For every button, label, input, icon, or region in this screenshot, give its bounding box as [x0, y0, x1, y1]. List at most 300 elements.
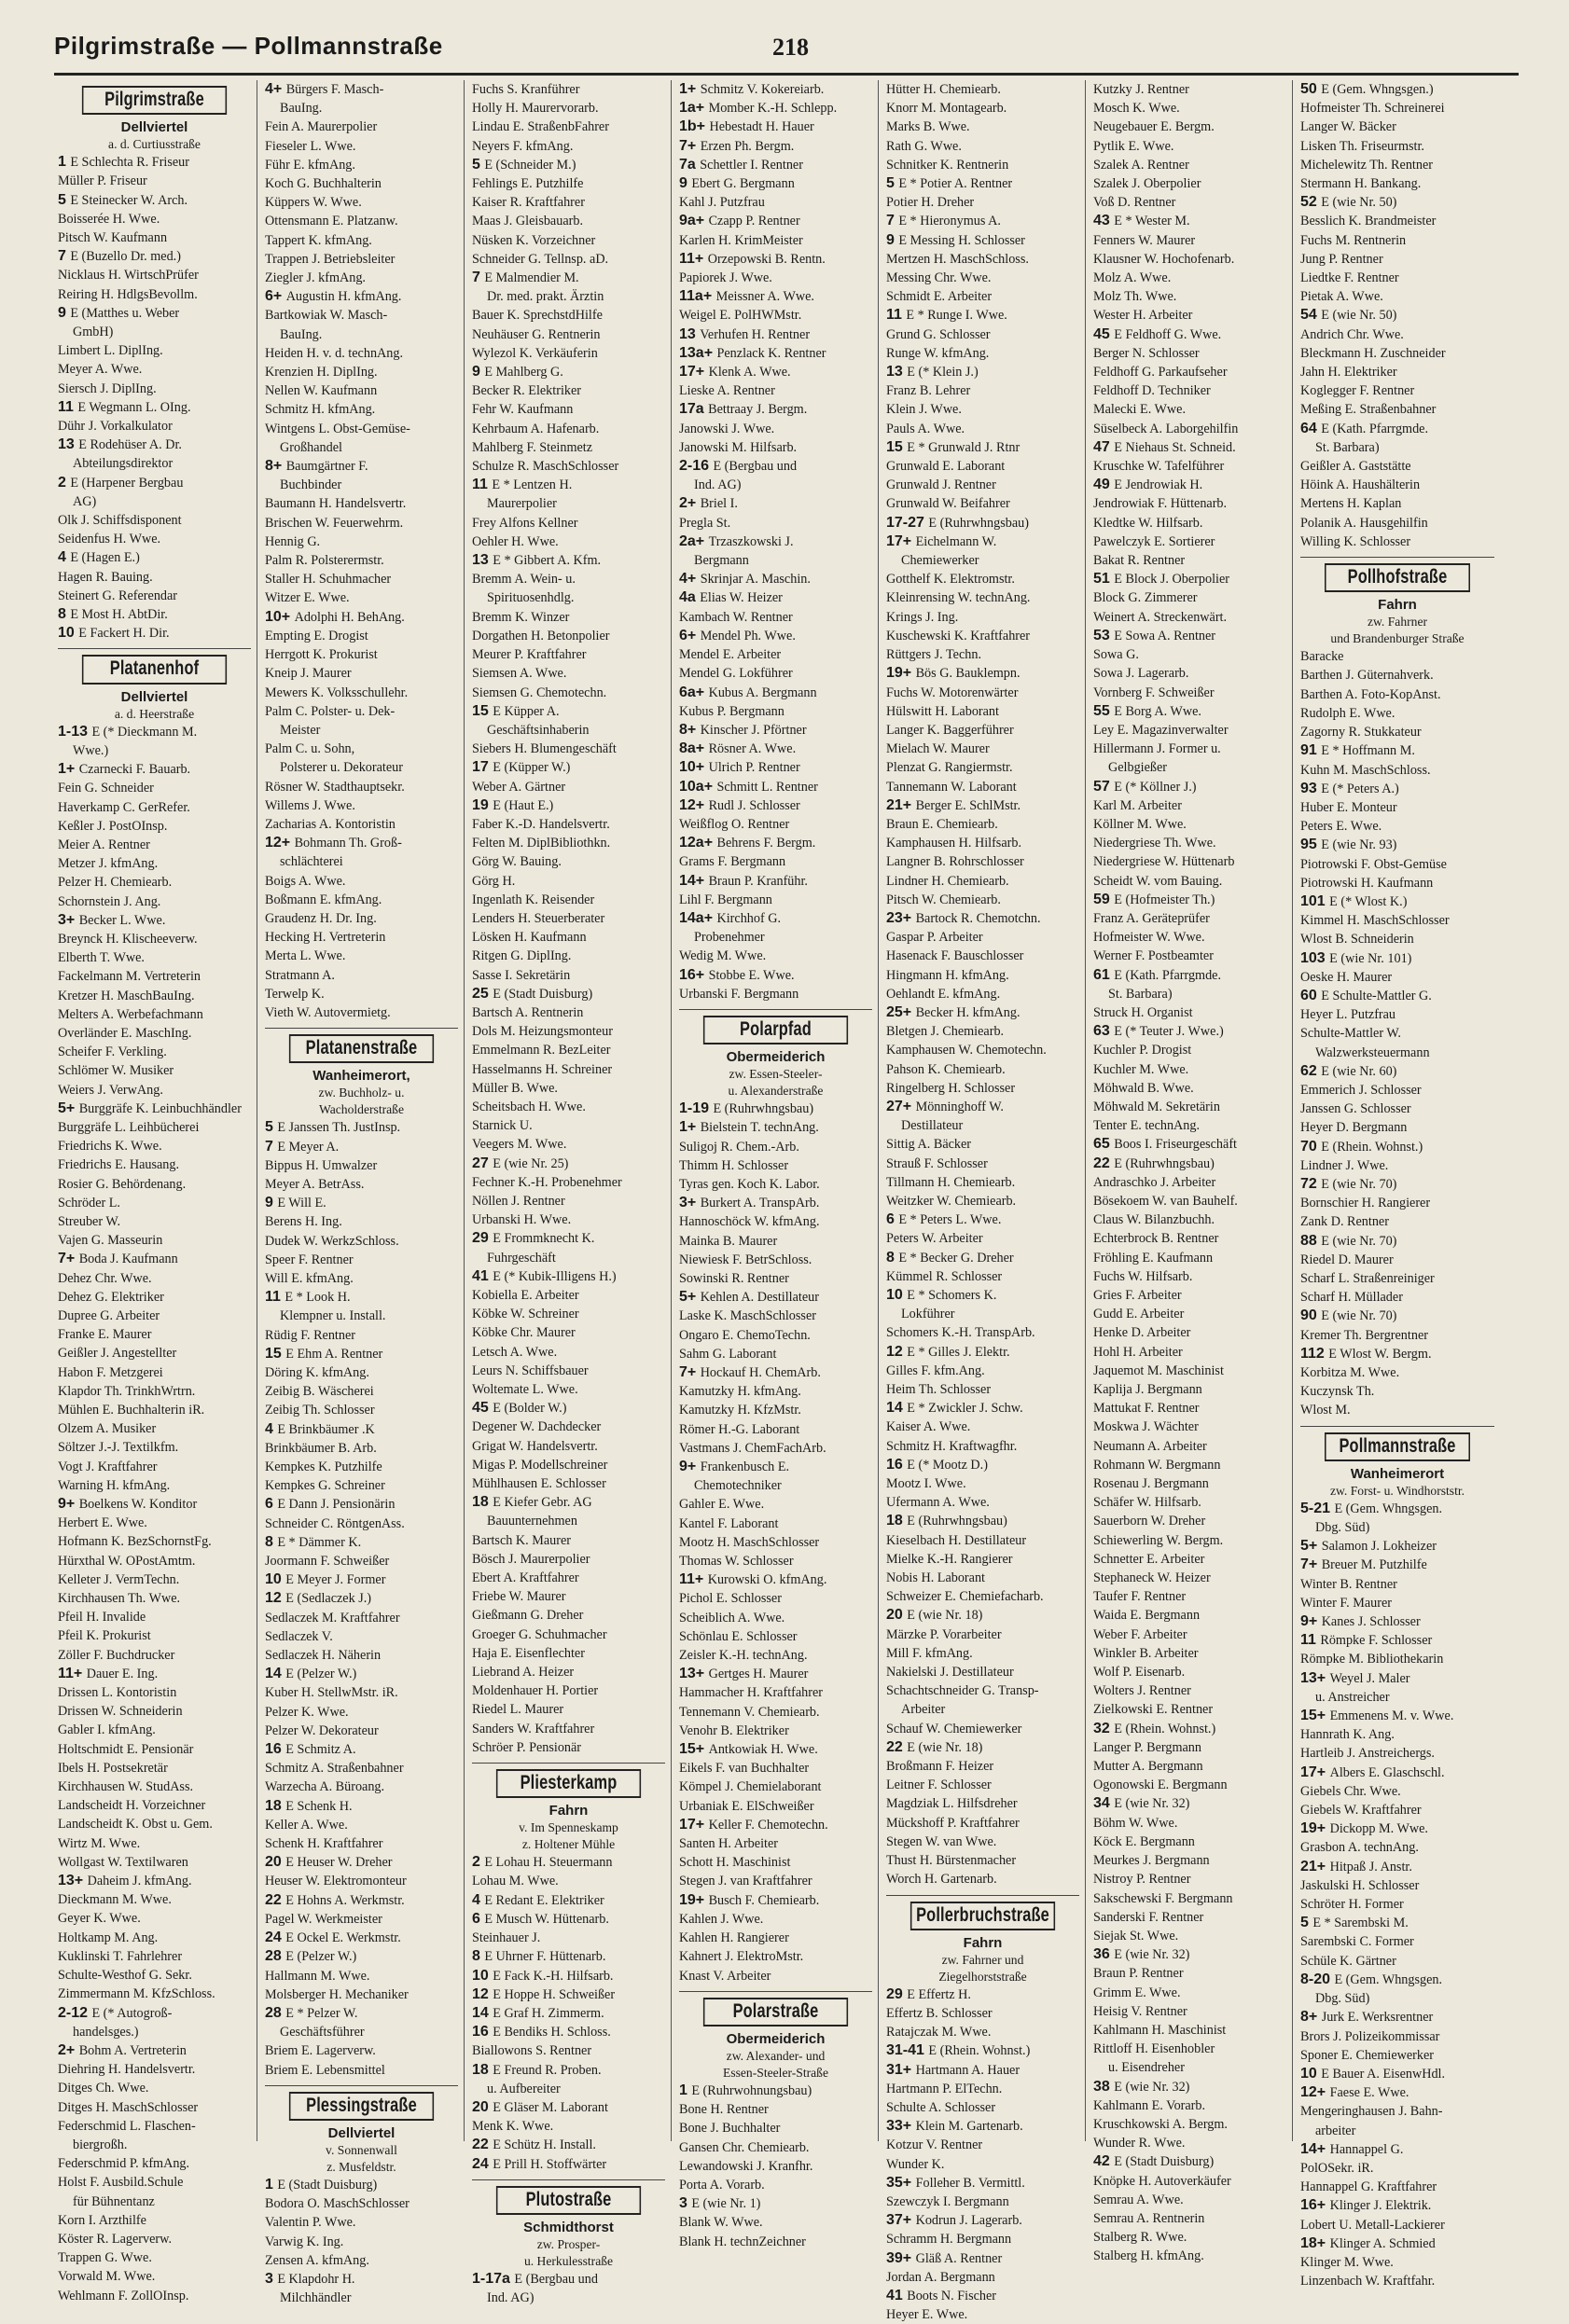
entry-text: E (wie Nr. 93) — [1321, 837, 1397, 853]
house-number: 2a+ — [679, 533, 709, 549]
resident-entry — [472, 1644, 665, 1663]
entry-text: Hingmann H. kfmAng. — [886, 967, 1009, 983]
district-name: Dellviertel — [327, 2124, 396, 2141]
resident-entry — [265, 156, 458, 174]
entry-text: Holst F. Ausbild.Schule — [58, 2175, 184, 2191]
section-divider — [472, 1763, 665, 1764]
resident-entry — [472, 193, 665, 212]
entry-text: Mertzen H. MaschSchloss. — [886, 251, 1029, 267]
resident-entry — [1300, 2065, 1494, 2083]
entry-continuation: schlächterei — [280, 854, 343, 870]
resident-entry — [1093, 438, 1286, 457]
resident-entry — [886, 1720, 1079, 1738]
entry-text: Hofmeister W. Wwe. — [1093, 930, 1205, 946]
resident-entry — [886, 570, 1079, 588]
resident-entry — [1093, 1776, 1286, 1794]
resident-entry — [1300, 1307, 1494, 1325]
resident-entry — [265, 1778, 458, 1796]
resident-entry — [679, 1212, 872, 1231]
resident-entry — [1300, 344, 1494, 363]
entry-text: E Hohns A. Werkmstr. — [285, 1892, 405, 1908]
entry-text: Weber F. Arbeiter — [1093, 1626, 1187, 1642]
entry-text: Menk K. Wwe. — [472, 2119, 554, 2135]
resident-entry — [1300, 1062, 1494, 1081]
entry-text: Feldhoff D. Techniker — [1093, 383, 1211, 399]
resident-entry — [679, 231, 872, 250]
street-heading: Platanenhof — [82, 655, 227, 684]
entry-text: Fröhling E. Kaufmann — [1093, 1250, 1214, 1266]
entry-text: Heisig V. Rentner — [1093, 2003, 1187, 2019]
resident-entry — [1300, 1556, 1494, 1574]
entry-text: E (Pelzer W.) — [285, 1667, 357, 1682]
resident-entry — [58, 1024, 251, 1043]
entry-text: Wolters J. Rentner — [1093, 1683, 1191, 1699]
entry-text: Urbanski F. Bergmann — [679, 986, 799, 1002]
entry-text: E Block J. Oberpolier — [1114, 572, 1229, 588]
resident-entry — [1093, 1380, 1286, 1399]
house-number: 9 — [58, 304, 71, 321]
resident-entry — [472, 1362, 665, 1380]
resident-entry — [679, 306, 872, 325]
resident-entry — [58, 191, 251, 210]
house-number: 12+ — [265, 835, 295, 851]
entry-text: E (wie Nr. 50) — [1321, 195, 1397, 211]
resident-entry — [679, 1967, 872, 1985]
entry-text: Rüdig F. Rentner — [265, 1327, 355, 1343]
entry-text: Jaskulski H. Schlosser — [1300, 1877, 1420, 1893]
house-number: 14 — [265, 1666, 286, 1682]
resident-entry — [472, 1456, 665, 1474]
resident-entry — [1300, 1232, 1494, 1251]
house-number: 65 — [1093, 1136, 1115, 1153]
resident-entry — [58, 798, 251, 817]
entry-text: Empting E. Drogist — [265, 628, 368, 643]
entry-text: E Meyer J. Former — [285, 1572, 386, 1588]
entry-text: Vieth W. Autovermietg. — [265, 1004, 391, 1020]
entry-text: Kneip J. Maurer — [265, 666, 352, 682]
entry-text: E (Matthes u. Weber — [70, 305, 180, 321]
resident-entry — [265, 588, 458, 607]
resident-entry — [58, 605, 251, 624]
entry-text: Piotrowski F. Obst-Gemüse — [1300, 856, 1447, 872]
entry-text: E (* Dieckmann M. — [91, 724, 198, 740]
resident-entry — [58, 153, 251, 172]
entry-text: Landscheidt H. Vorzeichner — [58, 1798, 206, 1814]
house-number: 8a+ — [679, 740, 709, 757]
resident-entry — [1093, 1814, 1286, 1833]
entry-text: Warzecha A. Büroang. — [265, 1779, 385, 1795]
entry-text: Koch G. Buchhalterin — [265, 176, 382, 192]
entry-text: Pelzer W. Dekorateur — [265, 1722, 379, 1738]
entry-continuation: BauIng. — [280, 326, 323, 342]
entry-text: Bohmann Th. Groß- — [294, 836, 402, 851]
resident-entry — [58, 836, 251, 854]
resident-entry — [886, 947, 1079, 965]
house-number: 8+ — [679, 721, 701, 738]
resident-entry — [1300, 137, 1494, 156]
resident-entry — [679, 947, 872, 965]
resident-entry — [886, 193, 1079, 212]
house-number: 12+ — [679, 796, 709, 813]
entry-text: E (Ruhrwohnungsbau) — [691, 2082, 812, 2098]
entry-text: Molz Th. Wwe. — [1093, 289, 1177, 305]
entry-text: E (Rhein. Wohnst.) — [928, 2043, 1031, 2059]
entry-text: Sedlaczek V. — [265, 1628, 333, 1644]
resident-entry — [58, 568, 251, 587]
entry-text: Degener W. Dachdecker — [472, 1419, 602, 1435]
entry-text: Eichelmann W. — [915, 533, 997, 549]
resident-entry — [1093, 815, 1286, 834]
house-number: 25+ — [886, 1003, 916, 1020]
resident-entry — [472, 684, 665, 702]
entry-text: Kuhn M. MaschSchloss. — [1300, 762, 1431, 778]
entry-text: Lisken Th. Friseurmstr. — [1300, 138, 1424, 154]
resident-entry — [472, 400, 665, 419]
resident-entry — [1300, 704, 1494, 723]
entry-text: Kamphausen H. Hilfsarb. — [886, 836, 1021, 851]
entry-text: Kahlmann E. Vorarb. — [1093, 2097, 1206, 2113]
resident-entry — [886, 1155, 1079, 1173]
resident-entry — [265, 381, 458, 400]
entry-text: Mutter A. Bergmann — [1093, 1759, 1203, 1775]
entry-text: Ratajczak M. Wwe. — [886, 2025, 992, 2040]
entry-text: Letsch A. Wwe. — [472, 1344, 558, 1360]
entry-text: Grunwald E. Laborant — [886, 459, 1006, 475]
resident-entry — [58, 930, 251, 948]
section-divider — [679, 1991, 872, 1992]
entry-text: Kretzer H. MaschBauIng. — [58, 988, 195, 1003]
house-number: 3+ — [58, 911, 79, 928]
resident-entry — [472, 1474, 665, 1493]
resident-entry — [886, 118, 1079, 136]
house-number: 27+ — [886, 1098, 916, 1114]
house-number: 1b+ — [679, 118, 710, 135]
entry-continuation: Großhandel — [280, 439, 342, 455]
resident-entry — [58, 2154, 251, 2173]
entry-text: Mertens H. Kaplan — [1300, 496, 1402, 512]
resident-entry — [265, 1420, 458, 1439]
resident-entry — [1093, 702, 1286, 721]
resident-entry — [472, 1323, 665, 1342]
resident-entry — [472, 1399, 665, 1418]
house-number: 6 — [472, 1910, 485, 1927]
house-number: 3 — [679, 2195, 692, 2212]
resident-entry — [265, 1759, 458, 1778]
section-divider — [265, 2085, 458, 2086]
resident-entry — [1300, 2046, 1494, 2065]
house-number: 18 — [472, 2061, 493, 2078]
resident-entry — [886, 1985, 1079, 2004]
entry-text: E (Buzello Dr. med.) — [70, 249, 181, 265]
house-number: 37+ — [886, 2212, 916, 2229]
entry-text: Becker R. Elektriker — [472, 383, 581, 399]
entry-text: E (wie Nr. 60) — [1321, 1063, 1397, 1079]
entry-text: Pahson K. Chemiearb. — [886, 1061, 1006, 1077]
entry-text: Mill F. kfmAng. — [886, 1645, 973, 1661]
resident-entry — [265, 1722, 458, 1740]
entry-text: E * Peters L. Wwe. — [898, 1212, 1002, 1228]
entry-text: Heuser W. Elektromonteur — [265, 1874, 407, 1889]
resident-entry — [886, 1663, 1079, 1681]
house-number: 43 — [1093, 213, 1115, 229]
entry-continuation: Probenehmer — [694, 930, 765, 946]
resident-entry — [886, 99, 1079, 118]
house-number: 23+ — [886, 909, 916, 926]
resident-entry — [1300, 666, 1494, 685]
house-number: 38 — [1093, 2078, 1115, 2095]
resident-entry — [58, 1288, 251, 1307]
entry-text: E Janssen Th. JustInsp. — [277, 1120, 401, 1136]
resident-entry — [1093, 1700, 1286, 1719]
entry-text: Kamutzky H. kfmAng. — [679, 1384, 801, 1400]
entry-text: E (Ruhrwhngsbau) — [1114, 1155, 1215, 1171]
resident-entry — [886, 1738, 1079, 1757]
entry-text: Bös G. Bauklempn. — [915, 666, 1021, 682]
entry-continuation: Chemiewerker — [901, 553, 979, 569]
house-number: 12 — [886, 1343, 908, 1360]
resident-entry — [1093, 1984, 1286, 2002]
house-number: 13 — [472, 552, 493, 569]
entry-text: E (* Wlost K.) — [1329, 893, 1408, 909]
house-number: 51 — [1093, 571, 1115, 588]
entry-text: Fieseler L. Wwe. — [265, 138, 356, 154]
entry-text: Schulze R. MaschSchlosser — [472, 459, 619, 475]
entry-text: Grams F. Bergmann — [679, 854, 786, 870]
resident-entry — [472, 645, 665, 664]
resident-entry — [886, 1249, 1079, 1267]
entry-text: Piotrowski H. Kaufmann — [1300, 875, 1434, 891]
entry-text: Becker L. Wwe. — [78, 912, 166, 928]
resident-entry — [58, 1043, 251, 1061]
house-number: 1-17a — [472, 2270, 515, 2287]
resident-entry — [1300, 533, 1494, 551]
resident-entry — [1093, 1927, 1286, 1945]
house-number: 15 — [472, 702, 493, 719]
resident-entry — [1093, 1833, 1286, 1851]
entry-text: Plenzat G. Rangiermstr. — [886, 760, 1013, 776]
resident-entry — [472, 156, 665, 174]
resident-entry — [58, 1589, 251, 1608]
resident-entry — [1093, 1135, 1286, 1154]
house-number: 95 — [1300, 837, 1322, 853]
resident-entry — [472, 1003, 665, 1022]
resident-entry — [1300, 2140, 1494, 2159]
resident-entry — [472, 852, 665, 871]
entry-text: Jurk E. Werksrentner — [1321, 2010, 1434, 2026]
entry-text: Urbaniak E. ElSchweißer — [679, 1798, 814, 1814]
entry-text: Runge W. kfmAng. — [886, 345, 990, 361]
resident-entry — [58, 1853, 251, 1872]
entry-text: E (wie Nr. 18) — [907, 1739, 983, 1755]
resident-entry — [679, 1646, 872, 1665]
entry-text: Veegers M. Wwe. — [472, 1137, 567, 1153]
resident-entry — [1300, 1707, 1494, 1725]
house-number: 3+ — [679, 1195, 701, 1211]
entry-text: Grimm E. Wwe. — [1093, 1985, 1181, 2000]
district-name: Wanheimerort, — [312, 1068, 410, 1085]
house-number: 13a+ — [679, 344, 717, 361]
entry-text: Janowski J. Wwe. — [679, 421, 775, 436]
entry-text: Dieckmann M. Wwe. — [58, 1892, 172, 1908]
entry-continuation: Walzwerksteuermann — [1315, 1044, 1430, 1060]
entry-text: E (wie Nr. 70) — [1321, 1233, 1397, 1249]
resident-entry — [886, 514, 1079, 533]
resident-entry — [58, 1495, 251, 1514]
entry-text: E Wegmann L. OIng. — [77, 399, 191, 415]
entry-text: Baracke — [1300, 649, 1344, 665]
entry-text: Woltemate L. Wwe. — [472, 1382, 578, 1398]
resident-entry — [886, 1851, 1079, 1870]
resident-entry — [679, 1683, 872, 1702]
entry-continuation: Bergmann — [694, 553, 749, 569]
resident-entry — [886, 1794, 1079, 1813]
district-name: Obermeiderich — [726, 1049, 826, 1066]
resident-entry — [472, 872, 665, 891]
entry-text: E (Bergbau und — [514, 2271, 598, 2287]
entry-text: Siejak St. Wwe. — [1093, 1928, 1179, 1944]
house-number: 2+ — [679, 495, 701, 512]
entry-text: Schramm H. Bergmann — [886, 2232, 1012, 2248]
house-number: 5 — [265, 1119, 278, 1136]
resident-entry — [58, 2230, 251, 2248]
resident-entry — [886, 1399, 1079, 1418]
entry-text: Sahm G. Laborant — [679, 1346, 777, 1362]
resident-entry — [265, 1212, 458, 1231]
resident-entry — [679, 1533, 872, 1552]
entry-text: E (Sedlaczek J.) — [285, 1591, 372, 1607]
resident-entry — [265, 684, 458, 702]
entry-text: Dickopp M. Wwe. — [1329, 1821, 1428, 1837]
entry-continuation: Meister — [280, 722, 321, 738]
entry-text: Ringelberg H. Schlosser — [886, 1080, 1016, 1096]
entry-text: Niedergriese W. Hüttenarb — [1093, 854, 1235, 870]
resident-entry — [265, 212, 458, 230]
resident-entry — [58, 948, 251, 967]
resident-entry — [472, 1210, 665, 1229]
entry-text: Holly H. Maurervorarb. — [472, 101, 599, 117]
resident-entry — [1300, 685, 1494, 704]
resident-entry — [1300, 2102, 1494, 2121]
resident-entry — [472, 1135, 665, 1154]
resident-entry — [472, 363, 665, 381]
resident-entry — [1093, 1437, 1286, 1456]
resident-entry — [1093, 1550, 1286, 1569]
entry-text: E Fack K.-H. Hilfsarb. — [493, 1968, 614, 1984]
entry-text: Biallowons S. Rentner — [472, 2043, 592, 2059]
resident-entry — [1093, 174, 1286, 193]
resident-entry — [1300, 231, 1494, 250]
resident-entry — [265, 2041, 458, 2060]
resident-entry — [886, 684, 1079, 702]
resident-entry — [886, 400, 1079, 419]
entry-text: Zank D. Rentner — [1300, 1214, 1389, 1230]
house-number: 7+ — [1300, 1556, 1322, 1573]
entry-continuation: Chemotechniker — [694, 1478, 782, 1494]
resident-entry — [265, 174, 458, 193]
resident-entry — [1093, 2134, 1286, 2152]
entry-text: E Graf H. Zimmerm. — [493, 2005, 604, 2021]
entry-text: Metzer J. kfmAng. — [58, 856, 159, 872]
entry-text: Landscheidt K. Obst u. Gem. — [58, 1817, 213, 1833]
resident-entry — [58, 436, 251, 454]
house-number: 60 — [1300, 987, 1322, 1003]
resident-entry — [886, 588, 1079, 607]
entry-text: Hasselmanns H. Schreiner — [472, 1061, 613, 1077]
entry-continuation: biergroßh. — [73, 2137, 128, 2152]
resident-entry — [1300, 1194, 1494, 1212]
house-number: 10 — [58, 625, 79, 642]
resident-entry — [1300, 987, 1494, 1005]
resident-entry — [58, 1796, 251, 1815]
entry-text: Stalberg R. Wwe. — [1093, 2230, 1187, 2246]
resident-entry — [265, 1232, 458, 1251]
resident-entry — [1093, 1305, 1286, 1323]
resident-entry — [265, 533, 458, 551]
resident-entry — [679, 1439, 872, 1458]
entry-text: Rudolph E. Wwe. — [1300, 705, 1395, 721]
resident-entry — [679, 1627, 872, 1646]
resident-entry — [58, 1646, 251, 1665]
resident-entry — [886, 1323, 1079, 1342]
entry-text: E Frommknecht K. — [493, 1231, 595, 1247]
house-number: 72 — [1300, 1175, 1322, 1192]
resident-entry — [679, 400, 872, 419]
entry-text: Steinert G. Referendar — [58, 588, 178, 603]
resident-entry — [1300, 1500, 1494, 1518]
entry-text: Hennig G. — [265, 533, 321, 549]
house-number: 54 — [1300, 307, 1322, 324]
resident-entry — [1300, 1594, 1494, 1612]
entry-text: Gaspar P. Arbeiter — [886, 930, 983, 946]
entry-text: Sakschewski F. Bergmann — [1093, 1890, 1233, 1906]
entry-text: Adolphi H. BehAng. — [294, 609, 405, 625]
entry-text: Tannemann W. Laborant — [886, 779, 1017, 795]
resident-entry — [886, 325, 1079, 344]
entry-text: Willems J. Wwe. — [265, 797, 355, 813]
entry-text: Kirchhausen W. StudAss. — [58, 1779, 194, 1795]
house-number: 27 — [472, 1155, 493, 1171]
resident-entry — [265, 250, 458, 269]
entry-text: E (Pelzer W.) — [285, 1949, 357, 1965]
resident-entry — [472, 664, 665, 683]
house-number: 7a — [679, 156, 701, 173]
resident-entry — [472, 1550, 665, 1569]
resident-entry — [472, 608, 665, 627]
street-location: Wacholderstraße — [319, 1102, 404, 1117]
resident-entry — [1093, 1418, 1286, 1436]
resident-entry — [679, 778, 872, 796]
entry-text: Bielstein T. technAng. — [700, 1120, 819, 1136]
house-number: 45 — [472, 1400, 493, 1417]
resident-entry — [58, 1081, 251, 1100]
entry-text: Mendel E. Arbeiter — [679, 647, 782, 663]
entry-text: Mootz H. MaschSchlosser — [679, 1534, 820, 1550]
entry-text: Peters E. Wwe. — [1300, 819, 1382, 835]
entry-text: Witzer E. Wwe. — [265, 590, 350, 606]
resident-entry — [886, 1022, 1079, 1041]
resident-entry — [679, 1345, 872, 1363]
resident-entry — [1093, 306, 1286, 325]
entry-text: Sanders W. Kraftfahrer — [472, 1721, 595, 1736]
entry-text: E * Hieronymus A. — [898, 214, 1001, 229]
resident-entry — [886, 420, 1079, 438]
resident-entry — [886, 834, 1079, 852]
resident-entry — [472, 1872, 665, 1890]
entry-text: Bakat R. Rentner — [1093, 553, 1186, 569]
resident-entry — [58, 2211, 251, 2230]
entry-text: E Effertz H. — [907, 1986, 971, 2002]
entry-text: Niedergriese Th. Wwe. — [1093, 836, 1216, 851]
